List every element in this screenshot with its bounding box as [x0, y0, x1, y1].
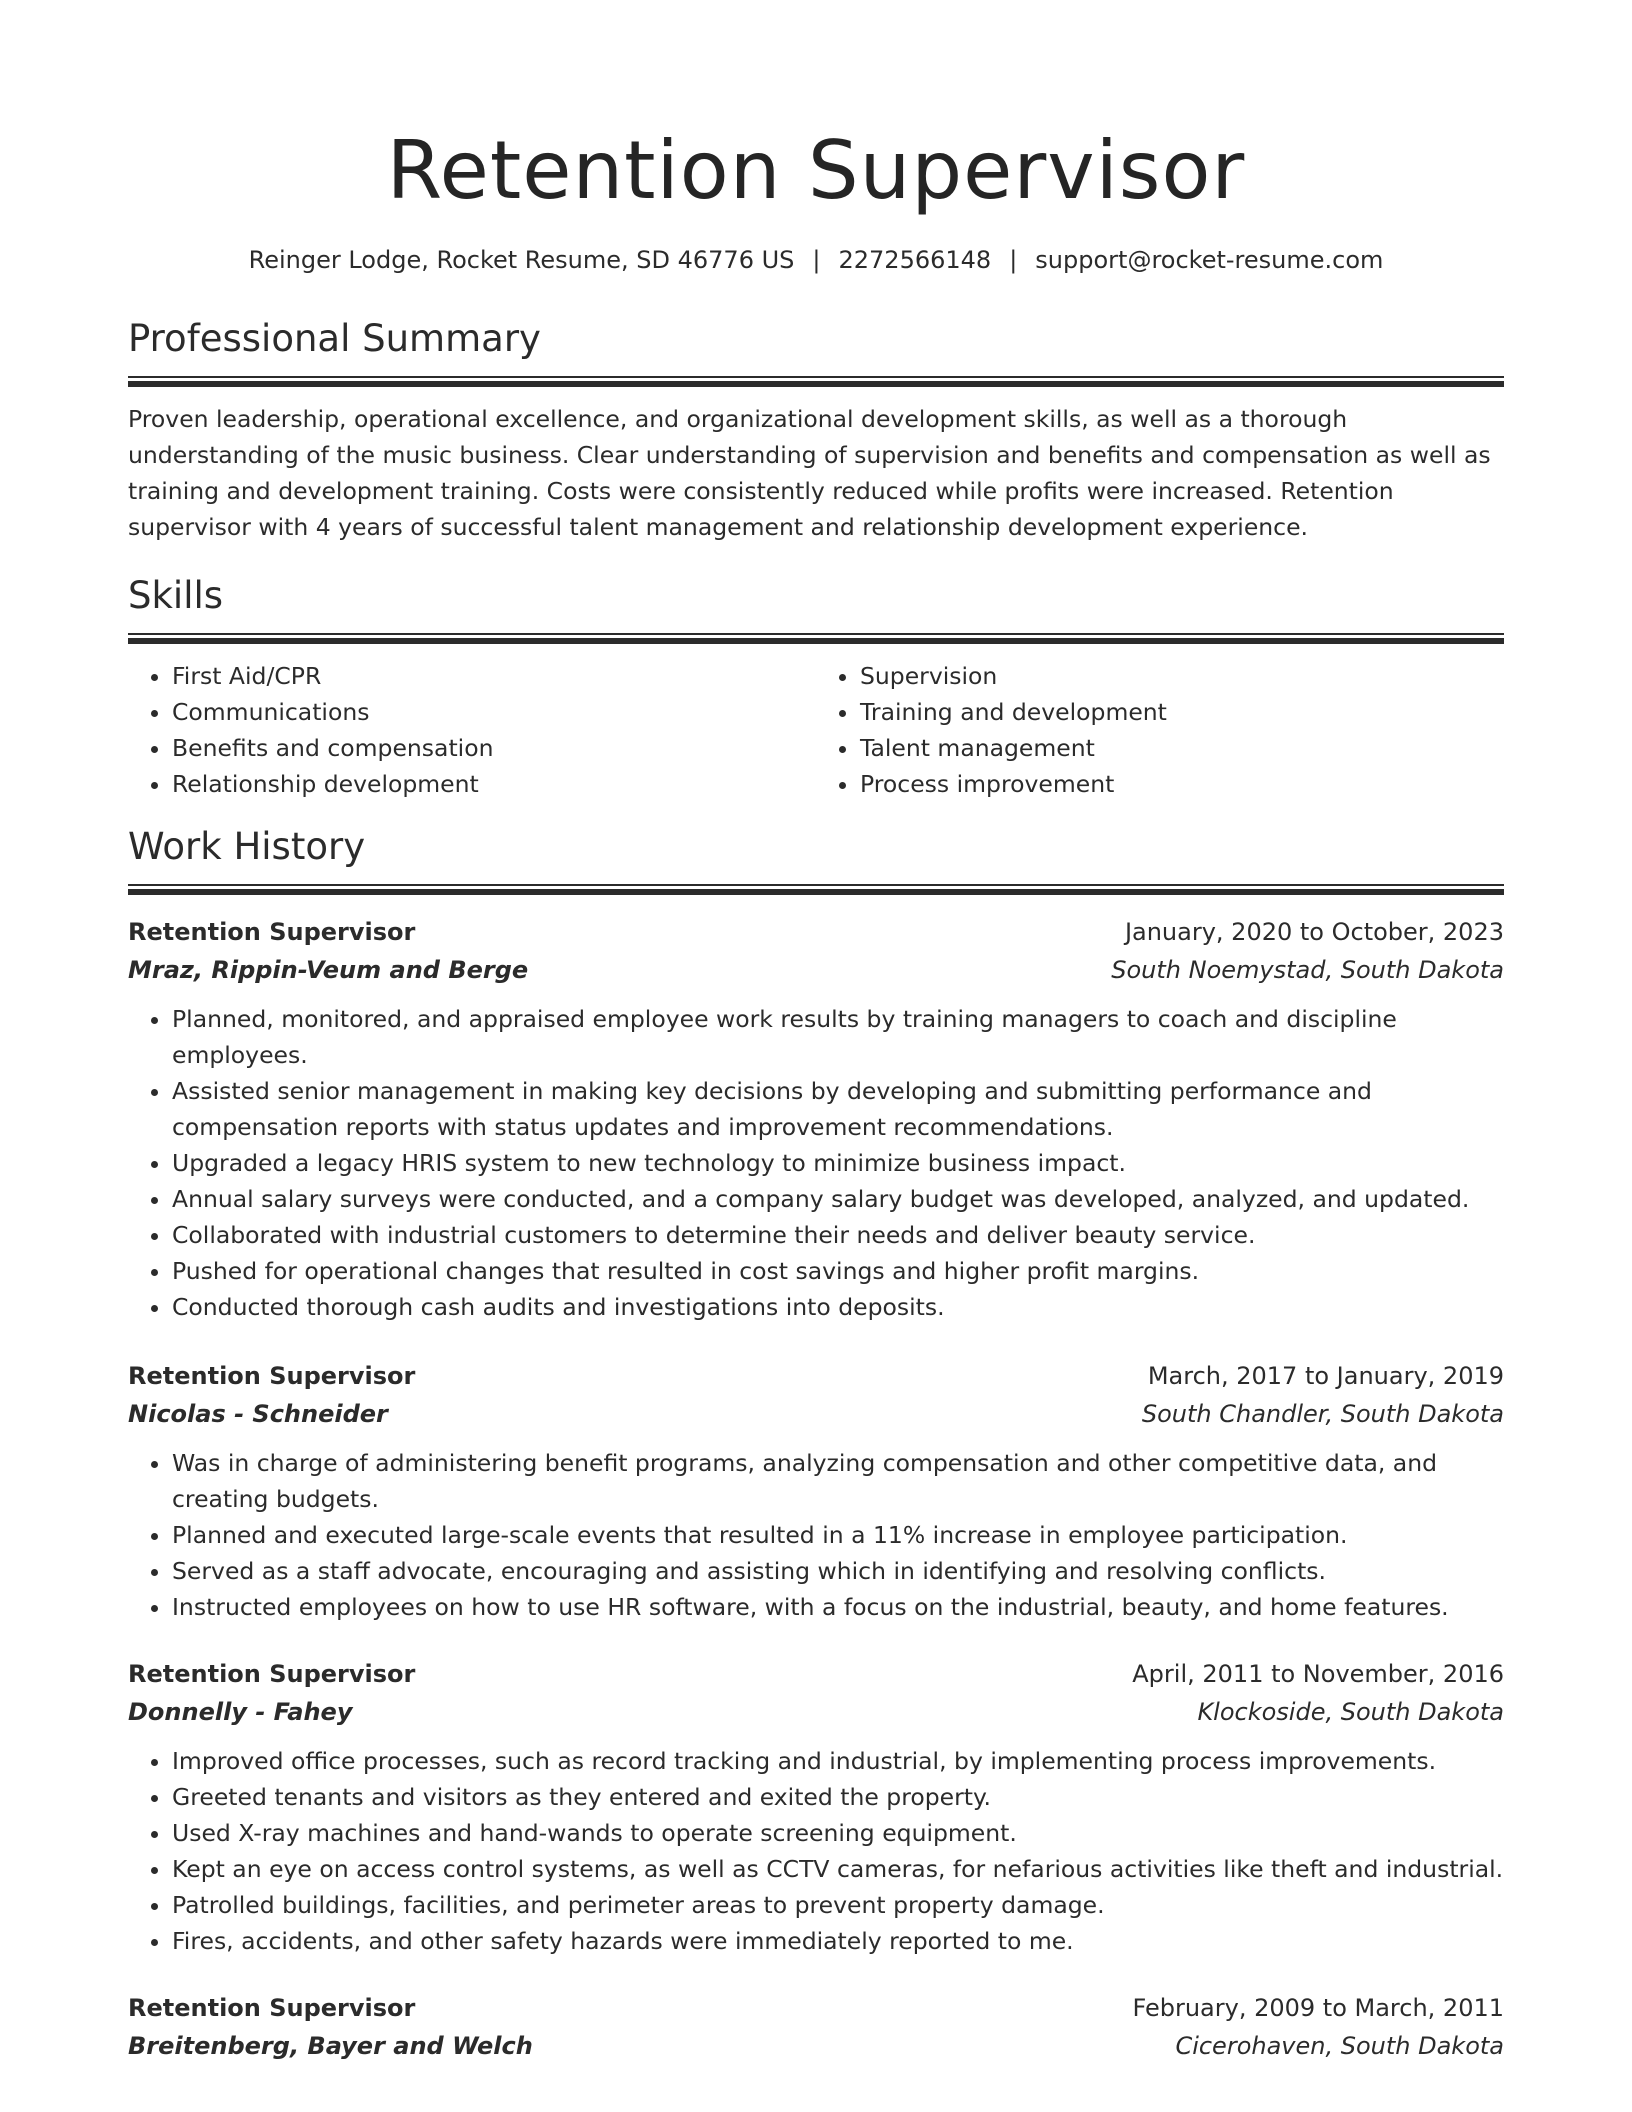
- job-company: Nicolas - Schneider: [128, 1400, 388, 1428]
- job-bullets: [128, 1001, 1504, 1325]
- skill-item: • Training and development: [860, 694, 1504, 730]
- job-location: Cicerohaven, South Dakota: [1175, 2032, 1504, 2060]
- job-bullet: • Served as a staff advocate, encouraging and assisting which in identifying and resolving conflicts.: [172, 1553, 1504, 1589]
- job-dates: February, 2009 to March, 2011: [1132, 1994, 1504, 2022]
- job-bullet: • Used X-ray machines and hand-wands to operate screening equipment.: [172, 1815, 1504, 1851]
- job-bullet: • Annual salary surveys were conducted, and a company salary budget was developed, analyzed, and updated.: [172, 1181, 1504, 1217]
- job-bullet: • Instructed employees on how to use HR software, with a focus on the industrial, beauty, and home features.: [172, 1589, 1504, 1625]
- job-location: South Noemystad, South Dakota: [1111, 956, 1504, 984]
- summary-heading: Professional Summary: [128, 317, 541, 360]
- job-bullets: [128, 1445, 1504, 1625]
- skills-column-left: [128, 658, 816, 802]
- job-title: Retention Supervisor: [128, 1362, 416, 1390]
- job-dates: January, 2020 to October, 2023: [1124, 918, 1504, 946]
- contact-email[interactable]: support@rocket-resume.com: [1035, 246, 1384, 274]
- work-history-heading: Work History: [128, 825, 366, 868]
- job-location: South Chandler, South Dakota: [1141, 1400, 1504, 1428]
- job-subheader: [128, 1395, 1504, 1433]
- job-bullet: • Planned and executed large-scale events that resulted in a 11% increase in employee participation.: [172, 1517, 1504, 1553]
- job-dates: March, 2017 to January, 2019: [1147, 1362, 1504, 1390]
- job-bullet: • Kept an eye on access control systems, as well as CCTV cameras, for nefarious activities like theft and industrial.: [172, 1851, 1504, 1887]
- job-subheader: [128, 2027, 1504, 2065]
- job-subheader: [128, 1693, 1504, 1731]
- contact-phone: 2272566148: [838, 246, 992, 274]
- section-divider: [128, 376, 1504, 387]
- job-header: [128, 1989, 1504, 2027]
- skills-heading: Skills: [128, 574, 224, 617]
- job-bullet: • Was in charge of administering benefit programs, analyzing compensation and other competitive data, and creating budgets.: [172, 1445, 1504, 1517]
- skill-item: • First Aid/CPR: [172, 658, 816, 694]
- skill-item: • Process improvement: [860, 766, 1504, 802]
- job-entry: [128, 1989, 1504, 2065]
- job-bullet: • Assisted senior management in making key decisions by developing and submitting performance and compensation reports with status updates and improvement recommendations.: [172, 1073, 1504, 1145]
- job-entry: [128, 913, 1504, 1325]
- job-subheader: [128, 951, 1504, 989]
- job-bullet: • Fires, accidents, and other safety hazards were immediately reported to me.: [172, 1923, 1504, 1959]
- job-header: [128, 1357, 1504, 1395]
- job-bullet: • Planned, monitored, and appraised employee work results by training managers to coach and discipline employees.: [172, 1001, 1504, 1073]
- section-divider: [128, 633, 1504, 644]
- skills-list-left: [128, 658, 816, 802]
- skill-item: • Talent management: [860, 730, 1504, 766]
- job-bullet: • Collaborated with industrial customers to determine their needs and deliver beauty service.: [172, 1217, 1504, 1253]
- job-bullet: • Greeted tenants and visitors as they entered and exited the property.: [172, 1779, 1504, 1815]
- job-bullets: [128, 1743, 1504, 1959]
- section-divider: [128, 884, 1504, 895]
- contact-line: [128, 244, 1504, 276]
- job-company: Mraz, Rippin-Veum and Berge: [128, 956, 529, 984]
- job-title: Retention Supervisor: [128, 1994, 416, 2022]
- job-title: Retention Supervisor: [128, 918, 416, 946]
- summary-text: Proven leadership, operational excellence, and organizational development skills, as well as a thorough understanding of the music business. Clear understanding of supervision and benefits and compensation as well as training and development training. Costs were consistently reduced while profits were increased. Retention supervisor with 4 years of successful talent management and relationship development experience.: [128, 405, 1491, 541]
- job-location: Klockoside, South Dakota: [1197, 1698, 1504, 1726]
- skills-list-right: [816, 658, 1504, 802]
- job-entry: [128, 1655, 1504, 1959]
- job-title: Retention Supervisor: [128, 1660, 416, 1688]
- skill-item: • Benefits and compensation: [172, 730, 816, 766]
- page-title: Retention Supervisor: [386, 124, 1246, 217]
- job-bullet: • Patrolled buildings, facilities, and perimeter areas to prevent property damage.: [172, 1887, 1504, 1923]
- job-dates: April, 2011 to November, 2016: [1132, 1660, 1504, 1688]
- skill-item: • Supervision: [860, 658, 1504, 694]
- skill-item: • Relationship development: [172, 766, 816, 802]
- job-bullet: • Conducted thorough cash audits and investigations into deposits.: [172, 1289, 1504, 1325]
- contact-address: Reinger Lodge, Rocket Resume, SD 46776 US: [248, 246, 795, 274]
- job-company: Donnelly - Fahey: [128, 1698, 353, 1726]
- skills-column-right: [816, 658, 1504, 802]
- skill-item: • Communications: [172, 694, 816, 730]
- job-bullet: • Pushed for operational changes that resulted in cost savings and higher profit margins.: [172, 1253, 1504, 1289]
- job-bullet: • Upgraded a legacy HRIS system to new technology to minimize business impact.: [172, 1145, 1504, 1181]
- job-header: [128, 913, 1504, 951]
- job-entry: [128, 1357, 1504, 1625]
- skills-grid: [128, 658, 1504, 802]
- contact-separator: |: [1009, 246, 1018, 274]
- job-header: [128, 1655, 1504, 1693]
- job-company: Breitenberg, Bayer and Welch: [128, 2032, 533, 2060]
- contact-separator: |: [812, 246, 821, 274]
- job-bullet: • Improved office processes, such as record tracking and industrial, by implementing process improvements.: [172, 1743, 1504, 1779]
